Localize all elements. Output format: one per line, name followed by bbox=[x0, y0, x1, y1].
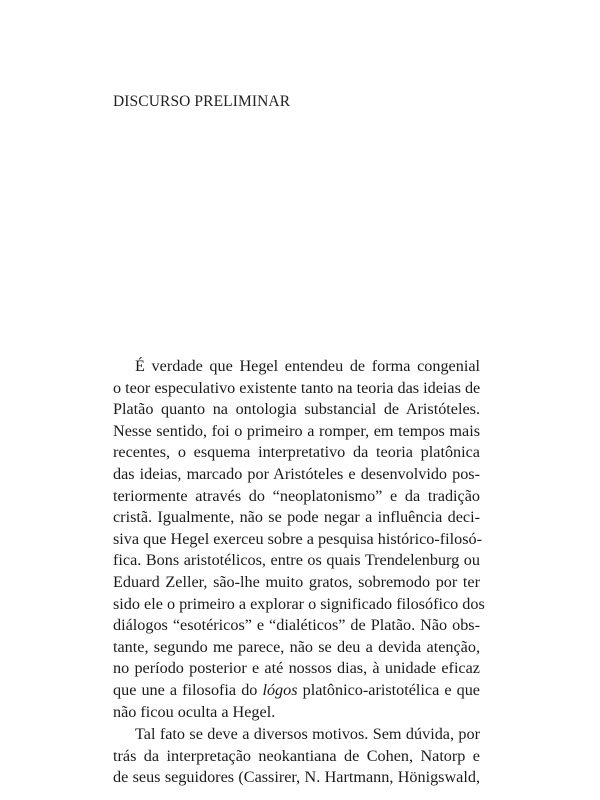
text-line: Tal fato se deve a diversos motivos. Sem dúvida, por bbox=[135, 725, 480, 744]
text-line: tante, segundo me parece, não se deu a devida atenção, bbox=[113, 637, 480, 656]
text-run: platônico-aristotélica e que bbox=[297, 680, 480, 699]
text-line: no período posterior e até nossos dias, à unidade eficaz bbox=[113, 659, 480, 678]
text-line: não ficou oculta a Hegel. bbox=[113, 702, 276, 721]
text-line bbox=[113, 680, 480, 702]
text-line: o teor especulativo existente tanto na teoria das ideias de bbox=[113, 378, 481, 397]
text-line: das ideias, marcado por Aristóteles e desenvolvido pos- bbox=[113, 464, 480, 483]
text-line: siva que Hegel exerceu sobre a pesquisa histórico-filosó- bbox=[113, 529, 483, 548]
paragraph-1 bbox=[113, 356, 485, 723]
text-line: trás da interpretação neokantiana de Cohen, Natorp e bbox=[113, 746, 480, 765]
text-line: Platão quanto na ontologia substancial de Aristóteles. bbox=[113, 400, 480, 419]
running-header: DISCURSO PRELIMINAR bbox=[113, 93, 291, 110]
text-line: Nesse sentido, foi o primeiro a romper, em tempos mais bbox=[113, 421, 480, 440]
text-line: de seus seguidores (Cassirer, N. Hartmann, Hönigswald, bbox=[113, 768, 480, 787]
text-run: que une a filosofia do bbox=[113, 680, 263, 699]
text-line: cristã. Igualmente, não se pode negar a influência deci- bbox=[113, 508, 480, 527]
paragraph-2 bbox=[113, 724, 480, 789]
text-line: fica. Bons aristotélicos, entre os quais Trendelenburg ou bbox=[113, 551, 480, 570]
text-line: sido ele o primeiro a explorar o significado filosófico dos bbox=[113, 594, 485, 613]
text-line: teriormente através do “neoplatonismo” e da tradição bbox=[113, 486, 480, 505]
text-line: Eduard Zeller, são-lhe muito gratos, sobremodo por ter bbox=[113, 572, 480, 591]
text-line: É verdade que Hegel entendeu de forma congenial bbox=[135, 357, 480, 375]
body-text bbox=[113, 356, 485, 789]
text-line: recentes, o esquema interpretativo da teoria platônica bbox=[113, 443, 480, 462]
text-line: diálogos “esotéricos” e “dialéticos” de Platão. Não obs- bbox=[113, 616, 480, 635]
italic-term: lógos bbox=[262, 680, 298, 699]
